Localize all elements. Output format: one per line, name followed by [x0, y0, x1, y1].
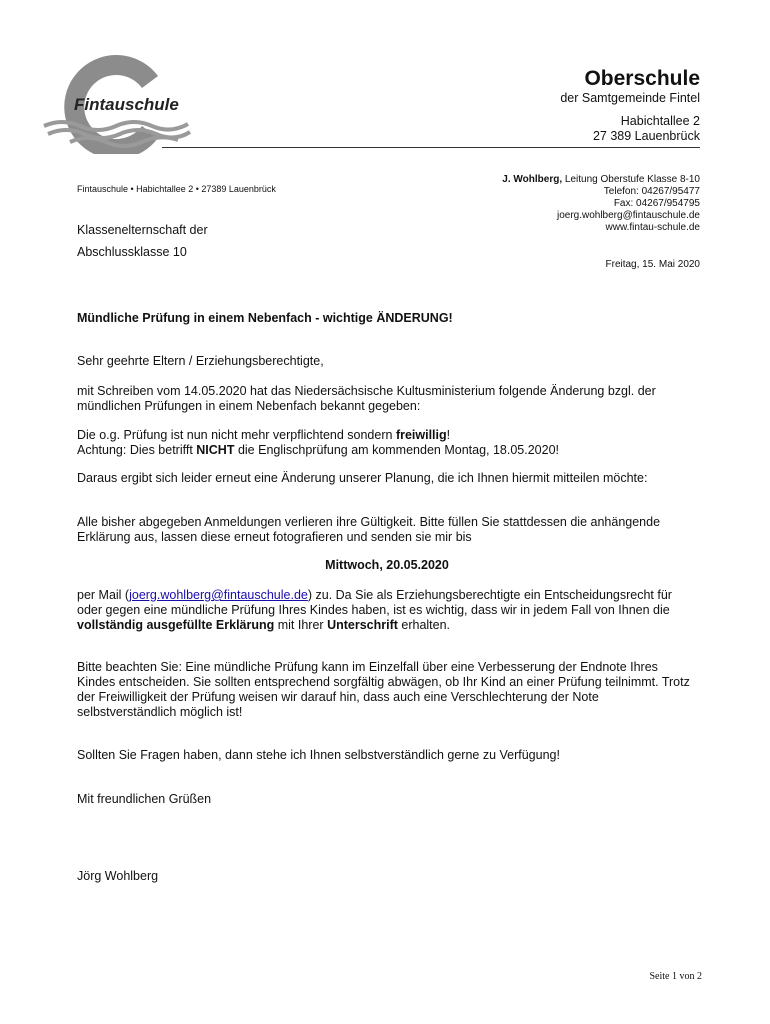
school-logo — [40, 54, 200, 154]
contact-web: www.fintau-schule.de — [605, 222, 700, 233]
contact-person — [502, 174, 700, 186]
paragraph-2 — [77, 428, 697, 458]
contact-role: Leitung Oberstufe Klasse 8-10 — [562, 174, 700, 185]
p2-bold-freiwillig: freiwillig — [395, 428, 447, 442]
p5-text-1: per Mail ( — [77, 588, 130, 602]
paragraph-4: Alle bisher abgegeben Anmeldungen verlieren ihre Gültigkeit. Bitte füllen Sie stattdessen die anhängende Erklärung aus, lassen diese erneut fotografieren und senden sie mir bis — [77, 515, 661, 544]
contact-phone: Telefon: 04267/95477 — [603, 186, 700, 197]
recipient-line-2: Abschlussklasse 10 — [77, 245, 187, 259]
paragraph-7: Sollten Sie Fragen haben, dann stehe ich Ihnen selbstverständlich gerne zu Verfügung! — [77, 748, 560, 762]
p5-text-4: erhalten. — [397, 618, 451, 632]
school-name: Oberschule — [584, 67, 700, 90]
p5-text-2: ) zu. Da Sie als Erziehungsberechtigte ein Entscheidungsrecht für oder gegen eine mündliche Prüfung Ihres Kindes haben, ist es wichtig, dass wir in jedem Fall von Ihnen die — [77, 588, 672, 617]
p5-bold-unterschrift: Unterschrift — [327, 618, 398, 632]
letterhead-divider — [162, 147, 700, 148]
recipient-line-1: Klassenelternschaft der — [77, 223, 208, 237]
salutation: Sehr geehrte Eltern / Erziehungsberechtigte, — [77, 354, 324, 368]
logo-wordmark: Fintauschule — [74, 95, 179, 114]
closing: Mit freundlichen Grüßen — [77, 792, 212, 806]
deadline-date: Mittwoch, 20.05.2020 — [325, 558, 449, 572]
return-address: Fintauschule • Habichtallee 2 • 27389 Lauenbrück — [77, 184, 276, 194]
school-street: Habichtallee 2 — [620, 114, 700, 128]
paragraph-1: mit Schreiben vom 14.05.2020 hat das Niedersächsische Kultusministerium folgende Änderung bzgl. der mündlichen Prüfungen in einem Nebenfach bekannt gegeben: — [77, 384, 656, 413]
page-number: Seite 1 von 2 — [649, 971, 702, 982]
p5-bold-erklaerung: vollständig ausgefüllte Erklärung — [77, 618, 275, 632]
p2-text-1: Die o.g. Prüfung ist nun nicht mehr verpflichtend sondern — [77, 428, 396, 442]
school-city: 27 389 Lauenbrück — [592, 129, 700, 143]
p2-text-3: Achtung: Dies betrifft — [77, 443, 197, 457]
p5-text-3: mit Ihrer — [274, 618, 328, 632]
contact-email: joerg.wohlberg@fintauschule.de — [556, 210, 700, 221]
contact-fax: Fax: 04267/954795 — [613, 198, 700, 209]
letter-date: Freitag, 15. Mai 2020 — [605, 259, 700, 270]
letter-subject: Mündliche Prüfung in einem Nebenfach - wichtige ÄNDERUNG! — [77, 311, 453, 325]
email-link[interactable]: joerg.wohlberg@fintauschule.de — [129, 588, 308, 602]
paragraph-6: Bitte beachten Sie: Eine mündliche Prüfung kann im Einzelfall über eine Verbesserung der Endnote Ihres Kindes entscheiden. Sie sollten entsprechend sorgfältig abwägen, ob Ihr Kind an einer Prüfung teilnimmt. Trotz der Freiwilligkeit der Prüfung weisen wir darauf hin, dass auch eine Verschlechterung der Note selbstverständlich möglich ist! — [77, 660, 690, 719]
contact-name: J. Wohlberg, — [502, 174, 563, 185]
paragraph-3: Daraus ergibt sich leider erneut eine Änderung unserer Planung, die ich Ihnen hiermit mitteilen möchte: — [77, 471, 648, 485]
p2-bold-nicht: NICHT — [196, 443, 235, 457]
municipality: der Samtgemeinde Fintel — [560, 91, 700, 105]
paragraph-5 — [77, 588, 697, 633]
signature-name: Jörg Wohlberg — [77, 869, 159, 883]
p2-text-4: die Englischprüfung am kommenden Montag, 18.05.2020! — [234, 443, 559, 457]
p2-text-2: ! — [446, 428, 451, 442]
